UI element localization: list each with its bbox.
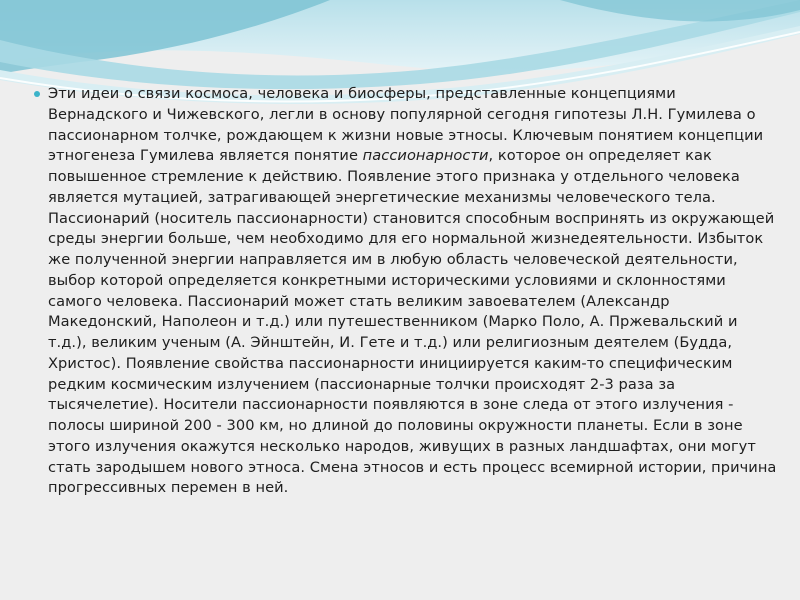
main-paragraph [48,84,778,499]
paragraph-text-part-1: Эти идеи о связи космоса, человека и биосферы, представленные концепциями Вернадского и Чижевского, легли в основу популярной сегодня гипотезы Л.Н. Гумилева о пассионарном толчке, рождающем к жизни новые этносы. Ключевым понятием концепции этногенеза Гумилева является понятие [48,85,764,165]
bullet-point [34,91,40,97]
paragraph-term-italic: пассионарности [362,147,489,165]
paragraph-text-part-2: , которое он определяет как повышенное стремление к действию. Появление этого признака у отдельного человека является мутацией, затрагивающей энергетические механизмы человеческого тела. Пассионарий (носитель пассионарности) становится способным воспринять из окружающей среды энергии больше, чем необходимо для его нормальной жизнедеятельности. Избыток же полученной энергии направляется им в любую область человеческой деятельности, выбор которой определяется конкретными историческими условиями и склонностями самого человека. Пассионарий может стать великим завоевателем (Александр Македонский, Наполеон и т.д.) или путешественником (Марко Поло, А. Пржевальский и т.д.), великим ученым (А. Эйнштейн, И. Гете и т.д.) или религиозным деятелем (Будда, Христос). Появление свойства пассионарности инициируется каким-то специфическим редким космическим излучением (пассионарные толчки происходят 2-3 раза за тысячелетие). Носители пассионарности появляются в зоне следа от этого излучения - полосы шириной 200 - 300 км, но длиной до половины окружности планеты. Если в зоне этого излучения окажутся несколько народов, живущих в разных ландшафтах, они могут стать зародышем нового этноса. Смена этносов и есть процесс всемирной истории, причина прогрессивных перемен в ней. [48,147,777,497]
